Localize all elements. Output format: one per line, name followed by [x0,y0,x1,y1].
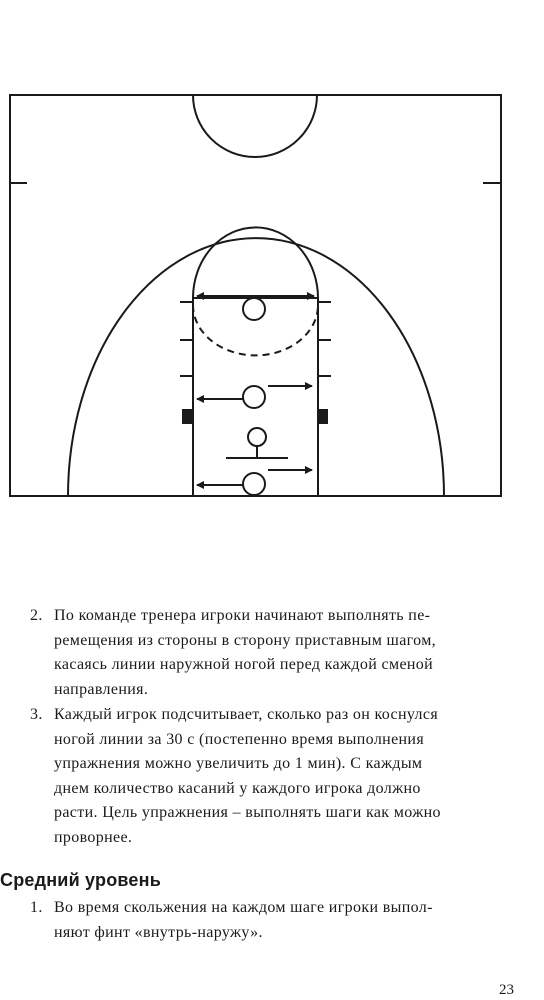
page-number: 23 [499,982,514,998]
text-line: ногой линии за 30 с (постепенно время выполнения [54,730,425,748]
list-item-text [54,604,516,702]
block-mark-left [182,409,192,424]
text-line: касаясь линии наружной ногой перед каждой сменой [54,656,434,673]
list-item-text [54,896,516,945]
list-item-number: 3. [30,706,43,723]
text-line: упражнения можно увеличить до 1 мин). С каждым [54,755,423,772]
block-mark-right [318,409,328,424]
free-throw-lane [193,298,318,496]
text-line: направления. [54,680,149,698]
text-line: ремещения из стороны в сторону приставным шагом, [54,631,437,649]
player-circle-2 [243,386,265,408]
text-line: проворнее. [54,828,133,846]
basket-rim [248,428,266,446]
list-item [30,604,516,702]
free-throw-arc-dashed [193,305,318,355]
text-line: По команде тренера игроки начинают выполнять пе- [54,607,431,624]
list-item [30,896,516,946]
list-item-text [54,703,516,850]
text-line: Во время скольжения на каждом шаге игроки выпол- [54,899,433,916]
text-line: днем количество касаний у каждого игрока должно [54,779,421,797]
center-circle-arc [193,95,317,157]
section-heading: Средний уровень [0,870,161,890]
list-item-number: 2. [30,607,43,624]
text-line: Каждый игрок подсчитывает, сколько раз он коснулся [54,706,439,723]
player-circle-3 [243,473,265,495]
list-item-number: 1. [30,899,43,916]
list-item [30,703,516,853]
text-line: няют финт «внутрь-наружу». [54,923,263,941]
text-line: расти. Цель упражнения – выполнять шаги как можно [54,804,441,821]
player-circle-1 [243,298,265,320]
